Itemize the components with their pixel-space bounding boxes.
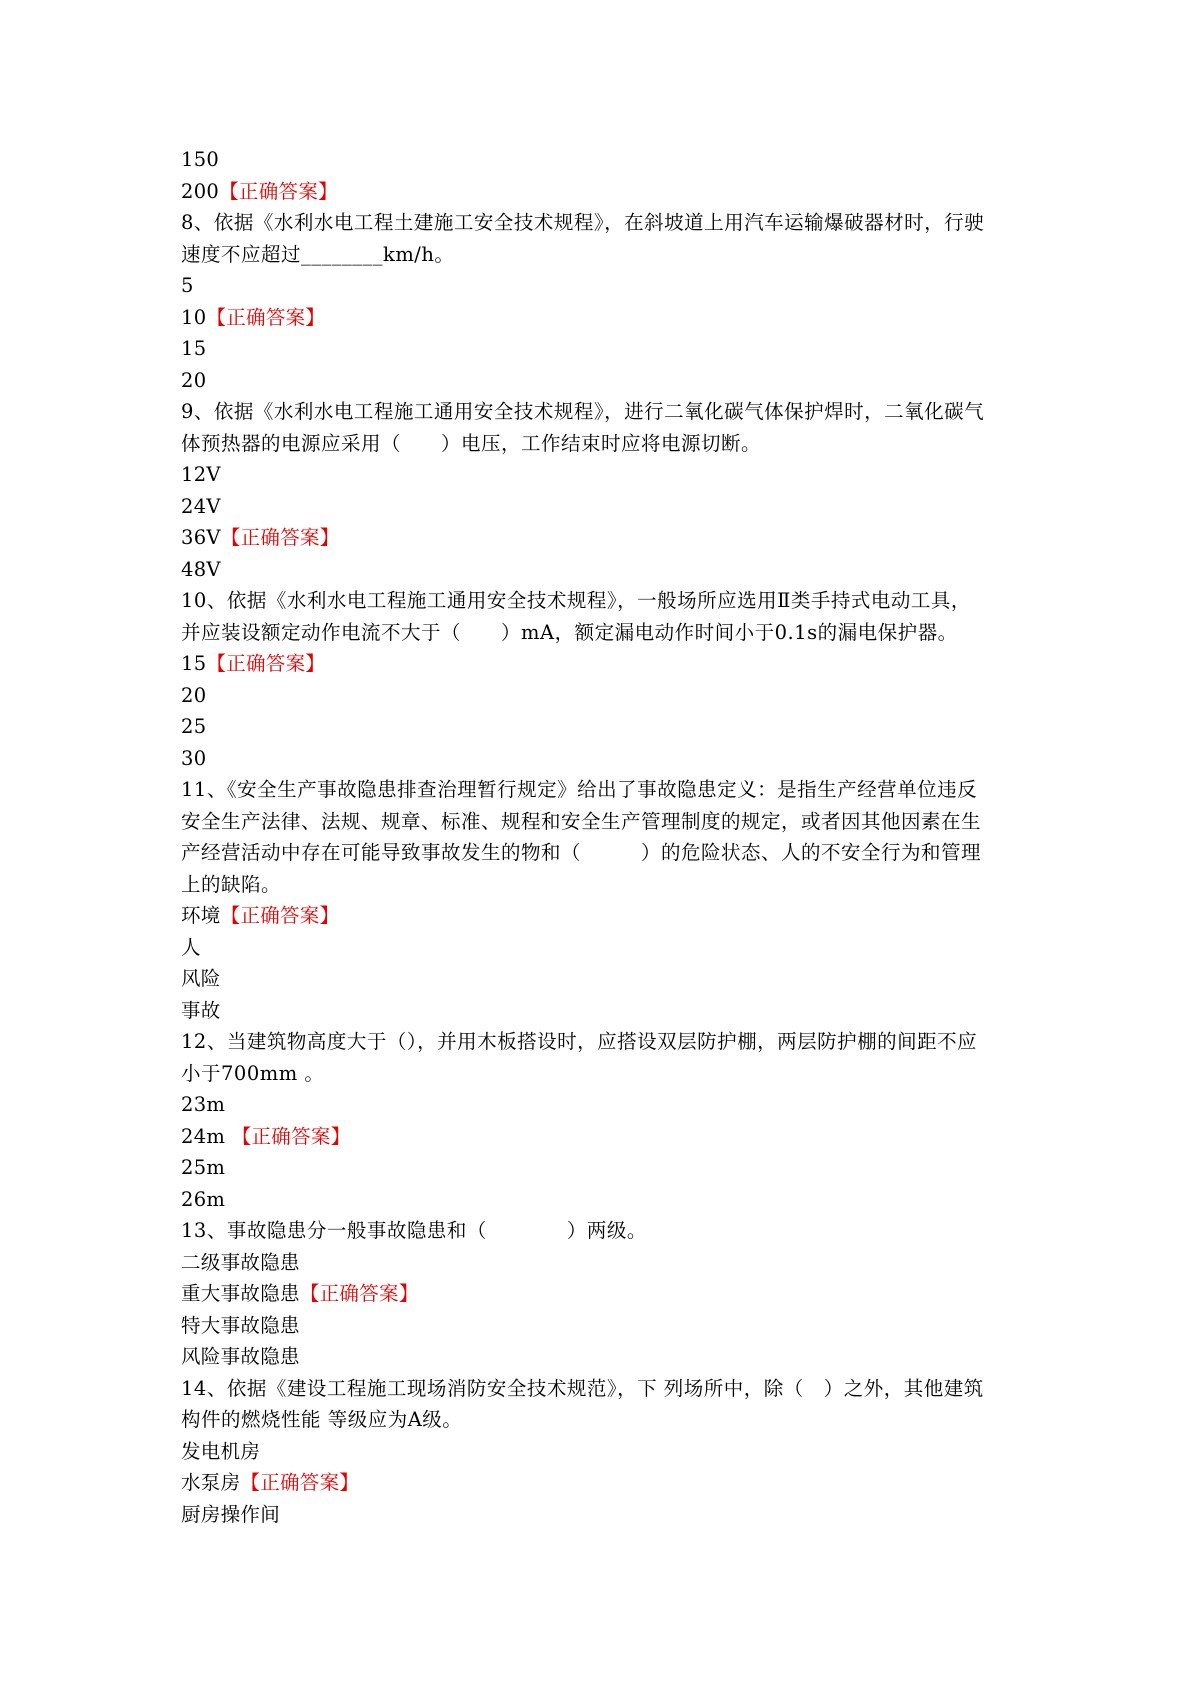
correct-answer-tag: 【正确答案】 <box>240 1471 360 1494</box>
question-text: 上的缺陷。 <box>181 872 282 896</box>
option-text: 24V <box>181 494 221 518</box>
question-text-line <box>181 806 1021 838</box>
option-text: 20 <box>181 368 207 392</box>
question-list <box>181 144 1021 1530</box>
option-correct <box>181 302 1021 334</box>
question-text: 14、依据《建设工程施工现场消防安全技术规范》，下 列场所中，除（ ）之外，其他建筑 <box>181 1376 984 1400</box>
option-text: 环境 <box>181 904 221 927</box>
question-text-line <box>181 1373 1021 1405</box>
option-text: 风险 <box>181 967 221 990</box>
option <box>181 1152 1021 1184</box>
option-text: 200 <box>181 179 220 203</box>
correct-answer-tag: 【正确答案】 <box>231 1124 351 1148</box>
correct-answer-tag: 【正确答案】 <box>219 179 338 203</box>
option-correct <box>181 900 1021 932</box>
option <box>181 333 1021 365</box>
option-text: 12V <box>181 463 221 486</box>
option-correct <box>181 522 1021 554</box>
correct-answer-tag: 【正确答案】 <box>220 904 340 927</box>
question-text: 8、依据《水利水电工程土建施工安全技术规程》，在斜坡道上用汽车运输爆破器材时，行驶 <box>181 211 985 234</box>
question-text: 安全生产法律、法规、规章、标准、规程和安全生产管理制度的规定，或者因其他因素在生 <box>181 809 982 833</box>
option-text: 20 <box>181 683 207 707</box>
option-text: 人 <box>181 935 201 959</box>
option-text: 30 <box>181 746 207 770</box>
option-text: 15 <box>181 652 207 675</box>
option <box>181 1341 1021 1373</box>
option-text: 36V <box>181 526 221 549</box>
option <box>181 932 1021 964</box>
question-text: 小于700mm 。 <box>181 1061 325 1085</box>
option <box>181 1436 1021 1468</box>
question-text-line <box>181 1058 1021 1090</box>
option <box>181 365 1021 397</box>
option-text: 150 <box>181 148 220 171</box>
option <box>181 270 1021 302</box>
option <box>181 1184 1021 1216</box>
option-text: 26m <box>181 1187 226 1211</box>
option-correct <box>181 1467 1021 1499</box>
question-text: 并应装设额定动作电流不大于（ ）mA，额定漏电动作时间小于0.1s的漏电保护器。 <box>181 620 958 644</box>
question-text-line <box>181 869 1021 901</box>
option-text: 水泵房 <box>181 1471 241 1494</box>
question-text: 产经营活动中存在可能导致事故发生的物和（ ）的危险状态、人的不安全行为和管理 <box>181 841 982 864</box>
option <box>181 1247 1021 1279</box>
question-text: 体预热器的电源应采用（ ）电压，工作结束时应将电源切断。 <box>181 431 762 455</box>
question-text-line <box>181 207 1021 239</box>
question-text-line <box>181 428 1021 460</box>
option <box>181 963 1021 995</box>
question-text-line <box>181 1404 1021 1436</box>
option <box>181 554 1021 586</box>
option-text: 25m <box>181 1156 226 1179</box>
correct-answer-tag: 【正确答案】 <box>206 652 326 675</box>
question-text: 10、依据《水利水电工程施工通用安全技术规程》，一般场所应选用Ⅱ类手持式电动工具， <box>181 589 971 612</box>
question-text-line <box>181 239 1021 271</box>
option-text: 10 <box>181 305 207 329</box>
question-text: 构件的燃烧性能 等级应为A级。 <box>181 1408 463 1431</box>
question-text-line <box>181 396 1021 428</box>
correct-answer-tag: 【正确答案】 <box>299 1282 419 1305</box>
option <box>181 459 1021 491</box>
question-text-line <box>181 585 1021 617</box>
option-text: 厨房操作间 <box>181 1502 281 1526</box>
option <box>181 1499 1021 1531</box>
option <box>181 680 1021 712</box>
option-text: 特大事故隐患 <box>181 1313 300 1337</box>
question-text: 13、事故隐患分一般事故隐患和（ ）两级。 <box>181 1219 647 1242</box>
option-correct <box>181 648 1021 680</box>
option-correct <box>181 1121 1021 1153</box>
option-text: 二级事故隐患 <box>181 1250 300 1274</box>
correct-answer-tag: 【正确答案】 <box>220 526 340 549</box>
option-correct <box>181 1278 1021 1310</box>
question-text-line <box>181 1215 1021 1247</box>
option <box>181 491 1021 523</box>
question-text: 12、当建筑物高度大于（），并用木板搭设时，应搭设双层防护棚，两层防护棚的间距不应 <box>181 1030 978 1053</box>
option-text: 23m <box>181 1093 226 1116</box>
option-text: 15 <box>181 337 207 360</box>
question-text: 速度不应超过________km/h。 <box>181 242 455 266</box>
question-text-line <box>181 617 1021 649</box>
option <box>181 995 1021 1027</box>
option-correct <box>181 176 1021 208</box>
question-text: 9、依据《水利水电工程施工通用安全技术规程》，进行二氧化碳气体保护焊时，二氧化碳气 <box>181 400 985 423</box>
option-text: 25 <box>181 715 207 738</box>
question-text-line <box>181 1026 1021 1058</box>
option-text: 5 <box>181 274 194 297</box>
option-text: 发电机房 <box>181 1439 261 1463</box>
option <box>181 711 1021 743</box>
option-text: 重大事故隐患 <box>181 1282 300 1305</box>
option-text: 风险事故隐患 <box>181 1345 300 1368</box>
question-text-line <box>181 837 1021 869</box>
question-text-line <box>181 774 1021 806</box>
option <box>181 144 1021 176</box>
question-text: 11、《安全生产事故隐患排查治理暂行规定》给出了事故隐患定义：是指生产经营单位违反 <box>181 778 978 801</box>
option <box>181 1089 1021 1121</box>
option <box>181 1310 1021 1342</box>
option-text: 48V <box>181 557 221 581</box>
option <box>181 743 1021 775</box>
option-text: 24m <box>181 1124 232 1148</box>
correct-answer-tag: 【正确答案】 <box>206 305 326 329</box>
option-text: 事故 <box>181 998 221 1022</box>
